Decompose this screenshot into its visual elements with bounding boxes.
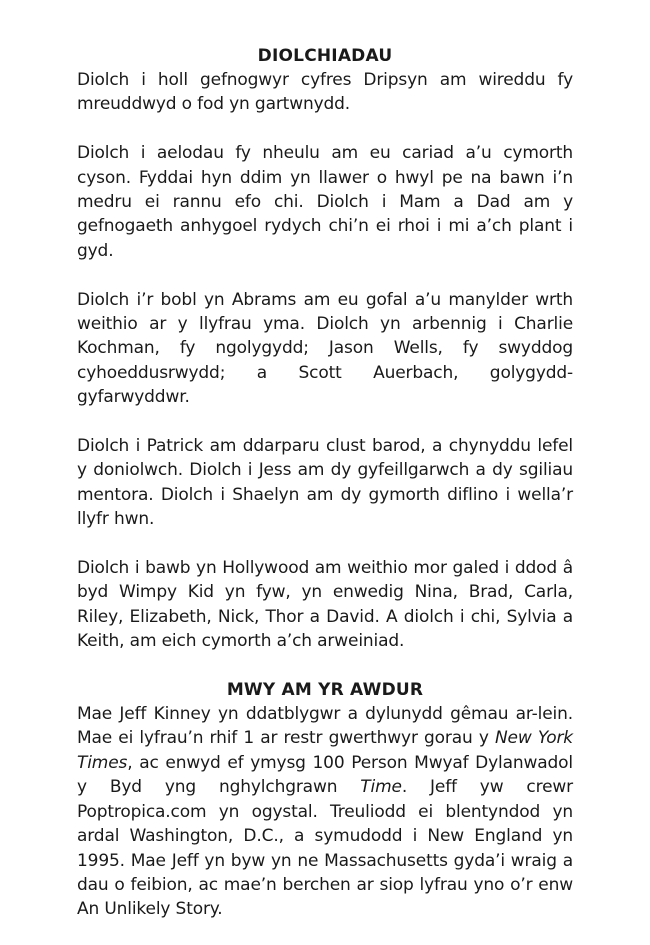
acknowledgements-heading: DIOLCHIADAU <box>257 46 393 66</box>
acknowledgement-paragraph-5: Diolch i bawb yn Hollywood am weithio mor galed i ddod â byd Wimpy Kid yn fyw, yn enwedig Nina, Brad, Carla, Riley, Elizabeth, Nick, Thor a David. A diolch i chi, Sylvia a Keith, am eich cymorth a’ch arweiniad. <box>77 558 573 652</box>
bio-text-part-2: , ac enwyd ef ymysg 100 Person Mwyaf Dylanwadol y Byd yng nghylchgrawn <box>77 752 573 798</box>
bio-text-part-1: Mae Jeff Kinney yn ddatblygwr a dylunydd gêmau ar-lein. Mae ei lyfrau’n rhif 1 ar restr gwerthwyr gorau y <box>77 704 573 749</box>
paragraph-spacer <box>77 263 573 287</box>
acknowledgement-paragraph-1: Diolch i holl gefnogwyr cyfres Dripsyn am wireddu fy mreuddwyd o fod yn gartwnydd. <box>77 70 573 115</box>
paragraph-spacer <box>77 410 573 434</box>
author-bio-paragraph <box>77 702 573 922</box>
paragraph-spacer <box>77 117 573 141</box>
about-author-heading: MWY AM YR AWDUR <box>226 680 424 701</box>
acknowledgement-paragraph-2: Diolch i aelodau fy nheulu am eu cariad a’u cymorth cyson. Fyddai hyn ddim yn llawer o hwyl pe na bawn i’n medru ei rannu efo chi. Diolch i Mam a Dad am y gefnogaeth anhygoel rydych chi’n ei rhoi i mi a’ch plant i gyd. <box>77 143 573 261</box>
bio-italic-newspaper: New York Times <box>77 728 573 773</box>
acknowledgement-paragraph-3: Diolch i’r bobl yn Abrams am eu gofal a’u manylder wrth weithio ar y llyfrau yma. Diolch yn arbennig i Charlie Kochman, fy ngolygydd; Jason Wells, fy swyddog cyhoeddusrwydd; a Scott Auerbach, golygydd-gyfarwyddwr. <box>77 289 573 408</box>
section-spacer <box>77 654 573 678</box>
acknowledgement-paragraph-4: Diolch i Patrick am ddarparu clust barod, a chynyddu lefel y doniolwch. Diolch i Jess am dy gyfeillgarwch a dy sgiliau mentora. Diolch i Shaelyn am dy gymorth diflino i wella’r llyfr hwn. <box>77 436 573 530</box>
bio-italic-magazine: Time <box>360 777 402 798</box>
page-content <box>77 44 573 922</box>
paragraph-spacer <box>77 532 573 556</box>
bio-text-part-3: . Jeff yw crewr Poptropica.com yn ogystal. Treuliodd ei blentyndod yn ardal Washington, D.C., a symudodd i New England yn 1995. Mae Jeff yn byw yn ne Massachusetts gyda’i wraig a dau o feibion, ac mae’n berchen ar siop lyfrau yno o’r enw An Unlikely Story. <box>77 777 573 920</box>
